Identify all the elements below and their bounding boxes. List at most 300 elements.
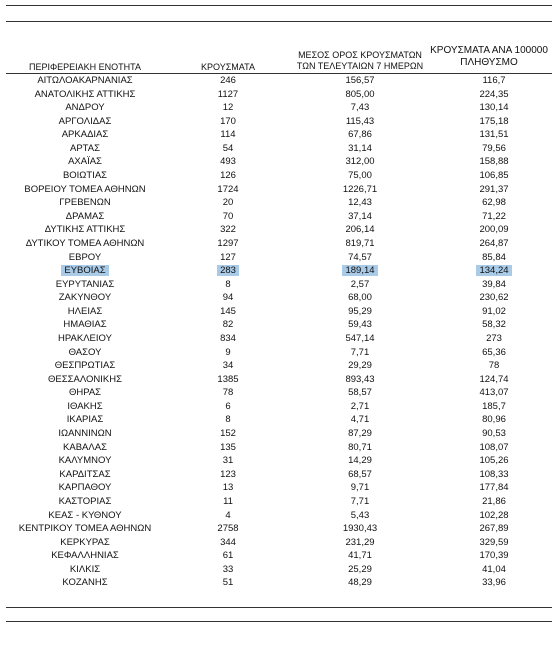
cases-cell-text: 126 — [220, 170, 236, 182]
cases-cell — [190, 346, 266, 360]
cases-cell-text: 2758 — [217, 523, 239, 535]
table-row — [0, 549, 559, 563]
cases-cell-text: 283 — [217, 265, 239, 276]
region-cell — [6, 536, 164, 550]
avg-7-days-cell — [290, 264, 430, 278]
cases-per-100000-cell-text: 329,59 — [479, 536, 509, 548]
cases-per-100000-cell-text: 273 — [486, 332, 502, 344]
avg-7-days-cell — [290, 183, 430, 197]
bottom-rule-2 — [6, 621, 552, 622]
cases-per-100000-cell — [438, 210, 550, 224]
avg-7-days-cell-text: 58,57 — [348, 387, 372, 399]
table-row — [0, 237, 559, 251]
cases-cell — [190, 495, 266, 509]
region-cell — [6, 563, 164, 577]
cases-per-100000-cell-text: 41,04 — [482, 563, 506, 575]
table-row — [0, 155, 559, 169]
table-row — [0, 509, 559, 523]
region-cell-text: ΚΑΡΔΙΤΣΑΣ — [59, 468, 111, 480]
region-cell — [6, 128, 164, 142]
bottom-rule-1 — [6, 607, 552, 608]
cases-per-100000-cell-text: 175,18 — [479, 115, 509, 127]
cases-cell-text: 4 — [225, 509, 231, 521]
table-row — [0, 264, 559, 278]
cases-per-100000-cell-text: 71,22 — [482, 210, 506, 222]
region-cell-text: ΑΡΤΑΣ — [70, 142, 100, 154]
cases-per-100000-cell — [438, 359, 550, 373]
region-cell — [6, 400, 164, 414]
cases-per-100000-cell — [438, 441, 550, 455]
cases-per-100000-cell-text: 65,36 — [482, 346, 506, 358]
avg-7-days-cell-text: 7,71 — [350, 346, 370, 358]
table-row — [0, 115, 559, 129]
avg-7-days-cell — [290, 332, 430, 346]
header-per-line-2: ΠΛΗΘΥΣΜΟ — [460, 57, 518, 68]
region-cell — [6, 305, 164, 319]
avg-7-days-cell-text: 231,29 — [345, 536, 375, 548]
avg-7-days-cell — [290, 169, 430, 183]
header-region: ΠΕΡΙΦΕΡΕΙΑΚΗ ΕΝΟΤΗΤΑ — [28, 62, 142, 72]
region-cell — [6, 318, 164, 332]
avg-7-days-cell — [290, 318, 430, 332]
cases-per-100000-cell — [438, 169, 550, 183]
cases-per-100000-cell — [438, 413, 550, 427]
region-cell — [6, 155, 164, 169]
cases-cell — [190, 576, 266, 590]
cases-cell-text: 246 — [220, 75, 236, 86]
region-cell — [6, 522, 164, 536]
region-cell-text: ΗΜΑΘΙΑΣ — [63, 319, 107, 331]
avg-7-days-cell-text: 805,00 — [345, 88, 375, 100]
region-cell-text: ΘΕΣΣΑΛΟΝΙΚΗΣ — [48, 373, 122, 385]
table-row — [0, 305, 559, 319]
cases-per-100000-cell-text: 267,89 — [479, 523, 509, 535]
cases-cell-text: 1127 — [217, 88, 239, 100]
region-cell-text: ΔΡΑΜΑΣ — [65, 210, 105, 222]
avg-7-days-cell-text: 67,86 — [348, 129, 372, 141]
table-row — [0, 359, 559, 373]
region-cell — [6, 413, 164, 427]
cases-cell-text: 31 — [222, 455, 234, 467]
cases-per-100000-cell-text: 90,53 — [482, 428, 506, 440]
cases-per-100000-cell — [438, 563, 550, 577]
cases-cell — [190, 509, 266, 523]
cases-per-100000-cell-text: 130,14 — [479, 102, 509, 114]
region-cell-text: ΔΥΤΙΚΗΣ ΑΤΤΙΚΗΣ — [44, 224, 126, 236]
cases-cell-text: 8 — [225, 414, 231, 426]
cases-per-100000-cell — [438, 278, 550, 292]
region-cell — [6, 386, 164, 400]
region-cell-text: ΑΝΔΡΟΥ — [65, 102, 105, 114]
table-row — [0, 400, 559, 414]
table-row — [0, 183, 559, 197]
cases-per-100000-cell-text: 124,74 — [479, 373, 509, 385]
cases-per-100000-cell-text: 413,07 — [479, 387, 509, 399]
region-cell-text: ΘΕΣΠΡΩΤΙΑΣ — [54, 360, 116, 372]
cases-per-100000-cell-text: 177,84 — [479, 482, 509, 494]
cases-cell — [190, 128, 266, 142]
region-cell — [6, 441, 164, 455]
region-cell-text: ΓΡΕΒΕΝΩΝ — [59, 197, 111, 209]
table-row — [0, 522, 559, 536]
region-cell-text: ΚΑΛΥΜΝΟΥ — [58, 455, 112, 467]
avg-7-days-cell — [290, 88, 430, 102]
avg-7-days-cell-text: 1930,43 — [342, 523, 378, 535]
region-cell — [6, 576, 164, 590]
table-body — [0, 74, 559, 590]
avg-7-days-cell-text: 95,29 — [348, 305, 372, 317]
cases-per-100000-cell — [438, 427, 550, 441]
cases-cell-text: 9 — [225, 346, 231, 358]
cases-cell-text: 322 — [220, 224, 236, 236]
cases-cell — [190, 468, 266, 482]
avg-7-days-cell-text: 819,71 — [345, 237, 375, 249]
cases-per-100000-cell-text: 224,35 — [479, 88, 509, 100]
region-cell — [6, 169, 164, 183]
cases-cell-text: 70 — [222, 210, 234, 222]
avg-7-days-cell — [290, 413, 430, 427]
cases-cell-text: 11 — [223, 495, 233, 507]
table-row — [0, 346, 559, 360]
region-cell — [6, 291, 164, 305]
cases-cell — [190, 454, 266, 468]
avg-7-days-cell-text: 206,14 — [345, 224, 375, 236]
table-row — [0, 454, 559, 468]
avg-7-days-cell — [290, 305, 430, 319]
cases-cell — [190, 291, 266, 305]
avg-7-days-cell — [290, 346, 430, 360]
cases-per-100000-cell — [438, 373, 550, 387]
avg-7-days-cell-text: 68,00 — [348, 292, 372, 304]
avg-7-days-cell — [290, 237, 430, 251]
cases-cell-text: 170 — [220, 115, 236, 127]
table-row — [0, 576, 559, 590]
cases-per-100000-cell-text: 108,07 — [479, 441, 509, 453]
region-cell-text: ΚΑΒΑΛΑΣ — [63, 441, 107, 453]
table-row — [0, 223, 559, 237]
cases-cell — [190, 400, 266, 414]
avg-7-days-cell — [290, 223, 430, 237]
cases-per-100000-cell — [438, 251, 550, 265]
cases-per-100000-cell — [438, 128, 550, 142]
region-cell-text: ΙΘΑΚΗΣ — [67, 400, 103, 412]
avg-7-days-cell-text: 14,29 — [348, 455, 372, 467]
cases-per-100000-cell-text: 264,87 — [479, 237, 509, 249]
cases-per-100000-cell — [438, 74, 550, 88]
cases-cell — [190, 427, 266, 441]
avg-7-days-cell-text: 4,71 — [350, 414, 370, 426]
avg-7-days-cell — [290, 291, 430, 305]
region-cell-text: ΗΛΕΙΑΣ — [67, 305, 103, 317]
cases-cell-text: 34 — [222, 360, 234, 372]
region-cell — [6, 359, 164, 373]
cases-per-100000-cell-text: 80,96 — [482, 414, 506, 426]
region-cell-text: ΕΥΡΥΤΑΝΙΑΣ — [55, 278, 115, 290]
cases-per-100000-cell — [438, 155, 550, 169]
avg-7-days-cell-text: 2,71 — [350, 400, 370, 412]
cases-per-100000-cell — [438, 101, 550, 115]
top-rule-2 — [6, 21, 552, 22]
cases-per-100000-cell-text: 106,85 — [479, 170, 509, 182]
cases-per-100000-cell-text: 58,32 — [482, 319, 506, 331]
region-cell — [6, 509, 164, 523]
cases-per-100000-cell — [438, 495, 550, 509]
region-cell-text: ΚΕΦΑΛΛΗΝΙΑΣ — [51, 550, 119, 562]
avg-7-days-cell — [290, 278, 430, 292]
avg-7-days-cell — [290, 441, 430, 455]
region-cell-text: ΚΕΡΚΥΡΑΣ — [60, 536, 110, 548]
avg-7-days-cell-text: 893,43 — [345, 373, 375, 385]
cases-cell-text: 6 — [225, 400, 231, 412]
cases-cell — [190, 522, 266, 536]
cases-per-100000-cell — [438, 468, 550, 482]
avg-7-days-cell — [290, 427, 430, 441]
region-cell-text: ΑΙΤΩΛΟΑΚΑΡΝΑΝΙΑΣ — [37, 75, 133, 86]
table-row — [0, 413, 559, 427]
region-cell — [6, 264, 164, 278]
region-cell-text: ΒΟΡΕΙΟΥ ΤΟΜΕΑ ΑΘΗΝΩΝ — [24, 183, 146, 195]
avg-7-days-cell — [290, 74, 430, 88]
cases-per-100000-cell — [438, 536, 550, 550]
avg-7-days-cell — [290, 196, 430, 210]
cases-cell — [190, 536, 266, 550]
region-cell-text: ΘΑΣΟΥ — [68, 346, 102, 358]
avg-7-days-cell-text: 41,71 — [348, 550, 372, 562]
cases-cell-text: 12 — [222, 102, 234, 114]
region-cell — [6, 427, 164, 441]
region-cell — [6, 74, 164, 88]
table-row — [0, 536, 559, 550]
cases-cell — [190, 373, 266, 387]
cases-per-100000-cell-text: 91,02 — [482, 305, 506, 317]
region-cell — [6, 481, 164, 495]
region-cell-text: ΖΑΚΥΝΘΟΥ — [58, 292, 112, 304]
avg-7-days-cell — [290, 549, 430, 563]
avg-7-days-cell — [290, 128, 430, 142]
region-cell — [6, 278, 164, 292]
cases-per-100000-cell — [438, 264, 550, 278]
cases-cell — [190, 441, 266, 455]
region-cell-text: ΑΡΚΑΔΙΑΣ — [61, 129, 109, 141]
avg-7-days-cell — [290, 536, 430, 550]
table-row — [0, 495, 559, 509]
cases-per-100000-cell-text: 85,84 — [482, 251, 506, 263]
region-cell-text: ΚΑΡΠΑΘΟΥ — [58, 482, 112, 494]
header-cases: ΚΡΟΥΣΜΑΤΑ — [201, 62, 255, 72]
region-cell-text: ΚΙΛΚΙΣ — [69, 563, 101, 575]
cases-per-100000-cell — [438, 183, 550, 197]
header-avg-line-2: ΤΩΝ ΤΕΛΕΥΤΑΙΩΝ 7 ΗΜΕΡΩΝ — [296, 61, 424, 71]
table-row — [0, 169, 559, 183]
table-row — [0, 386, 559, 400]
cases-cell — [190, 251, 266, 265]
cases-per-100000-cell — [438, 522, 550, 536]
avg-7-days-cell — [290, 454, 430, 468]
cases-per-100000-cell — [438, 318, 550, 332]
cases-cell-text: 13 — [222, 482, 234, 494]
region-cell — [6, 468, 164, 482]
cases-cell-text: 135 — [220, 441, 236, 453]
cases-cell-text: 82 — [222, 319, 234, 331]
cases-per-100000-cell-text: 230,62 — [479, 292, 509, 304]
avg-7-days-cell — [290, 576, 430, 590]
region-cell-text: ΙΚΑΡΙΑΣ — [66, 414, 104, 426]
table-row — [0, 427, 559, 441]
table-row — [0, 441, 559, 455]
table-row — [0, 291, 559, 305]
table-row — [0, 142, 559, 156]
cases-per-100000-cell — [438, 454, 550, 468]
cases-cell-text: 54 — [222, 142, 234, 154]
cases-per-100000-cell — [438, 223, 550, 237]
avg-7-days-cell — [290, 522, 430, 536]
cases-per-100000-cell — [438, 346, 550, 360]
avg-7-days-cell-text: 29,29 — [348, 360, 372, 372]
cases-cell — [190, 88, 266, 102]
cases-per-100000-cell — [438, 237, 550, 251]
cases-per-100000-cell-text: 102,28 — [479, 509, 509, 521]
region-cell — [6, 549, 164, 563]
avg-7-days-cell-text: 9,71 — [350, 482, 370, 494]
region-cell — [6, 495, 164, 509]
region-cell — [6, 115, 164, 129]
cases-per-100000-cell-text: 105,26 — [479, 455, 509, 467]
cases-cell-text: 33 — [222, 563, 234, 575]
region-cell-text: ΕΒΡΟΥ — [68, 251, 102, 263]
cases-per-100000-cell-text: 78 — [488, 360, 500, 372]
region-cell-text: ΚΕΑΣ - ΚΥΘΝΟΥ — [48, 509, 122, 521]
avg-7-days-cell-text: 75,00 — [348, 170, 372, 182]
region-cell-text: ΔΥΤΙΚΟΥ ΤΟΜΕΑ ΑΘΗΝΩΝ — [25, 237, 145, 249]
avg-7-days-cell — [290, 142, 430, 156]
cases-per-100000-cell — [438, 481, 550, 495]
cases-cell-text: 1297 — [217, 237, 239, 249]
cases-per-100000-cell-text: 131,51 — [479, 129, 509, 141]
cases-cell — [190, 74, 266, 88]
cases-cell — [190, 210, 266, 224]
cases-per-100000-cell — [438, 386, 550, 400]
table-row — [0, 74, 559, 88]
cases-cell — [190, 183, 266, 197]
avg-7-days-cell-text: 80,71 — [348, 441, 372, 453]
cases-cell — [190, 169, 266, 183]
cases-cell — [190, 278, 266, 292]
avg-7-days-cell-text: 7,71 — [350, 495, 370, 507]
cases-cell — [190, 549, 266, 563]
region-cell-text: ΚΑΣΤΟΡΙΑΣ — [58, 495, 112, 507]
region-cell — [6, 332, 164, 346]
avg-7-days-cell-text: 2,57 — [350, 278, 370, 290]
avg-7-days-cell-text: 156,57 — [345, 75, 375, 86]
region-cell — [6, 346, 164, 360]
region-cell — [6, 223, 164, 237]
avg-7-days-cell-text: 189,14 — [342, 265, 377, 276]
cases-per-100000-cell-text: 39,84 — [482, 278, 506, 290]
cases-cell — [190, 386, 266, 400]
cases-cell-text: 20 — [222, 197, 234, 209]
region-cell-text: ΑΝΑΤΟΛΙΚΗΣ ΑΤΤΙΚΗΣ — [34, 88, 136, 100]
table-row — [0, 278, 559, 292]
header-per-line-1: ΚΡΟΥΣΜΑΤΑ ΑΝΑ 100000 — [430, 45, 548, 56]
avg-7-days-cell — [290, 251, 430, 265]
region-cell — [6, 101, 164, 115]
cases-per-100000-cell — [438, 400, 550, 414]
table-row — [0, 563, 559, 577]
table-row — [0, 373, 559, 387]
cases-cell-text: 78 — [222, 387, 234, 399]
avg-7-days-cell — [290, 210, 430, 224]
avg-7-days-cell-text: 1226,71 — [342, 183, 378, 195]
cases-cell-text: 152 — [220, 428, 236, 440]
cases-per-100000-cell-text: 116,7 — [482, 75, 506, 86]
region-cell — [6, 210, 164, 224]
cases-cell — [190, 359, 266, 373]
avg-7-days-cell-text: 48,29 — [348, 577, 372, 589]
avg-7-days-cell — [290, 495, 430, 509]
table-row — [0, 468, 559, 482]
cases-cell — [190, 305, 266, 319]
region-cell-text: ΕΥΒΟΙΑΣ — [61, 265, 108, 276]
table-row — [0, 318, 559, 332]
cases-per-100000-cell-text: 170,39 — [479, 550, 509, 562]
region-cell-text: ΗΡΑΚΛΕΙΟΥ — [58, 332, 112, 344]
cases-per-100000-cell-text: 134,24 — [476, 265, 511, 276]
avg-7-days-cell — [290, 373, 430, 387]
avg-7-days-cell — [290, 563, 430, 577]
cases-cell — [190, 101, 266, 115]
cases-cell — [190, 142, 266, 156]
cases-cell-text: 344 — [220, 536, 236, 548]
cases-per-100000-cell — [438, 576, 550, 590]
cases-cell — [190, 563, 266, 577]
cases-per-100000-cell-text: 291,37 — [479, 183, 509, 195]
cases-cell-text: 51 — [222, 577, 234, 589]
cases-cell-text: 145 — [220, 305, 236, 317]
table-row — [0, 332, 559, 346]
avg-7-days-cell-text: 68,57 — [348, 468, 372, 480]
cases-per-100000-cell-text: 108,33 — [479, 468, 509, 480]
table-row — [0, 128, 559, 142]
region-cell — [6, 142, 164, 156]
table-row — [0, 481, 559, 495]
header-avg-line-1: ΜΕΣΟΣ ΟΡΟΣ ΚΡΟΥΣΜΑΤΩΝ — [298, 50, 422, 60]
region-cell — [6, 88, 164, 102]
region-cell-text: ΘΗΡΑΣ — [68, 387, 102, 399]
region-cell — [6, 196, 164, 210]
avg-7-days-cell — [290, 386, 430, 400]
avg-7-days-cell-text: 312,00 — [345, 156, 375, 168]
cases-cell — [190, 318, 266, 332]
avg-7-days-cell — [290, 468, 430, 482]
cases-per-100000-cell-text: 158,88 — [479, 156, 509, 168]
cases-cell — [190, 332, 266, 346]
cases-cell — [190, 237, 266, 251]
cases-cell-text: 1724 — [217, 183, 239, 195]
header-avg-7-days — [290, 50, 430, 72]
avg-7-days-cell-text: 5,43 — [350, 509, 370, 521]
region-cell-text: ΑΧΑΪΑΣ — [68, 156, 102, 168]
avg-7-days-cell-text: 25,29 — [348, 563, 372, 575]
avg-7-days-cell — [290, 509, 430, 523]
avg-7-days-cell-text: 12,43 — [348, 197, 372, 209]
table-row — [0, 101, 559, 115]
table-row — [0, 210, 559, 224]
avg-7-days-cell-text: 547,14 — [345, 332, 375, 344]
cases-per-100000-cell — [438, 88, 550, 102]
avg-7-days-cell-text: 37,14 — [348, 210, 372, 222]
table-row — [0, 251, 559, 265]
region-cell — [6, 251, 164, 265]
